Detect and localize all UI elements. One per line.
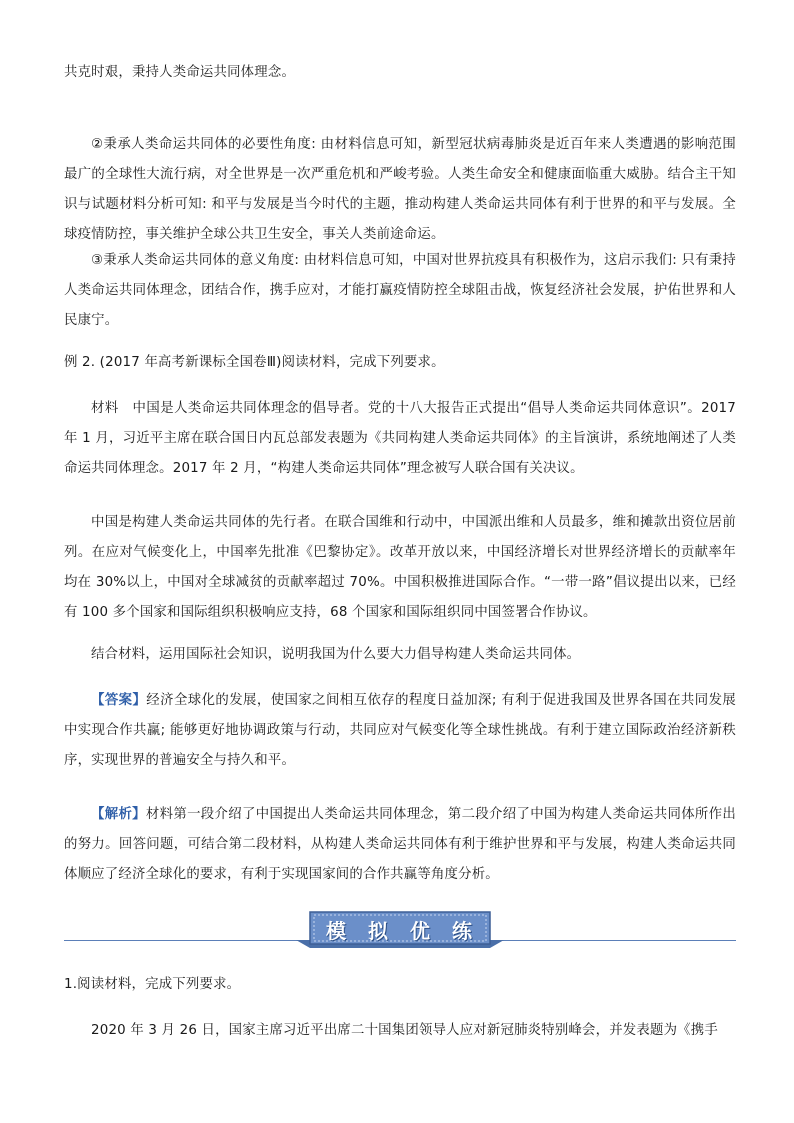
- banner-divider-left: [64, 940, 300, 941]
- banner-ribbon: [296, 910, 504, 948]
- section-banner: [64, 908, 736, 948]
- material-paragraph-1: 材料 中国是人类命运共同体理念的倡导者。党的十八大报告正式提出“倡导人类命运共同体意识”。2017 年 1 月，习近平主席在联合国日内瓦总部发表题为《共同构建人类命运共同体》的主旨演讲，系统地阐述了人类命运共同体理念。2017 年 2 月，“构建人类命运共同体”理念被写人联合国有关决议。: [64, 401, 736, 476]
- exercise-title: 1.阅读材料，完成下列要求。: [64, 977, 241, 992]
- banner-title: [316, 914, 484, 944]
- example-title: 例 2. (2017 年高考新课标全国卷Ⅲ)阅读材料，完成下列要求。: [64, 355, 445, 370]
- paragraph-significance: ③秉承人类命运共同体的意义角度: 由材料信息可知，中国对世界抗疫具有积极作为，这启示我们: 只有秉持人类命运共同体理念，团结合作，携手应对，才能打赢疫情防控全球阻击战，恢复经济社会发展，护佑世界和人民康宁。: [64, 253, 736, 328]
- paragraph-necessity: ②秉承人类命运共同体的必要性角度: 由材料信息可知，新型冠状病毒肺炎是近百年来人类遭遇的影响范围最广的全球性大流行病，对全世界是一次严重危机和严峻考验。人类生命安全和健康面临重大威胁。结合主干知识与试题材料分析可知: 和平与发展是当今时代的主题，推动构建人类命运共同体有利于世界的和平与发展。全球疫情防控，事关维护全球公共卫生安全，事关人类前途命运。: [64, 137, 736, 242]
- analysis-text: 材料第一段介绍了中国提出人类命运共同体理念，第二段介绍了中国为构建人类命运共同体所作出的努力。回答问题，可结合第二段材料，从构建人类命运共同体有利于维护世界和平与发展，构建人类命运共同体顺应了经济全球化的要求，有利于实现国家间的合作共赢等角度分析。: [64, 807, 736, 882]
- answer-paragraph: [64, 686, 736, 776]
- question-text: 结合材料，运用国际社会知识，说明我国为什么要大力倡导构建人类命运共同体。: [91, 647, 581, 662]
- banner-char: 模: [326, 918, 348, 943]
- answer-text: 经济全球化的发展，使国家之间相互依存的程度日益加深; 有利于促进我国及世界各国在共同发展中实现合作共赢; 能够更好地协调政策与行动，共同应对气候变化等全球性挑战。有利于建立国际政治经济新秩序，实现世界的普遍安全与持久和平。: [64, 693, 736, 768]
- analysis-tag: 【解析】: [91, 807, 146, 822]
- banner-char: 练: [452, 918, 474, 943]
- banner-char: 拟: [368, 918, 390, 943]
- material-paragraph-2: 中国是构建人类命运共同体的先行者。在联合国维和行动中，中国派出维和人员最多，维和摊款出资位居前列。在应对气候变化上，中国率先批准《巴黎协定》。改革开放以来，中国经济增长对世界经济增长的贡献率年均在 30%以上，中国对全球减贫的贡献率超过 70%。中国积极推进国际合作。“一带一路”倡议提出以来，已经有 100 多个国家和国际组织积极响应支持，68 个国家和国际组织同中国签署合作协议。: [64, 515, 736, 620]
- exercise-material: 2020 年 3 月 26 日，国家主席习近平出席二十国集团领导人应对新冠肺炎特别峰会，并发表题为《携手: [91, 1023, 718, 1038]
- paragraph-conclusion: 共克时艰，秉持人类命运共同体理念。: [64, 65, 296, 80]
- analysis-paragraph: [64, 800, 736, 890]
- banner-divider-right: [500, 940, 736, 941]
- banner-char: 优: [410, 918, 432, 943]
- answer-tag: 【答案】: [91, 693, 147, 708]
